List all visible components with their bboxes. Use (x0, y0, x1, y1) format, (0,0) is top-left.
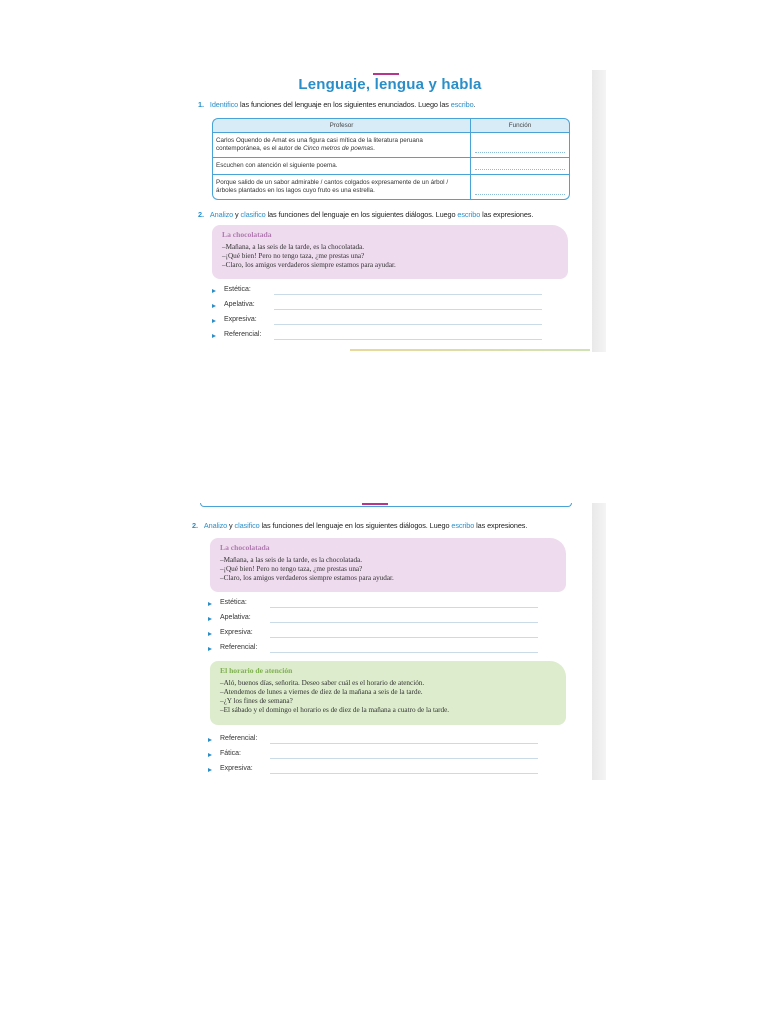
dialog-title: La chocolatada (222, 230, 272, 239)
answer-row-referencial: Referencial: (212, 331, 532, 346)
answer-row-expresiva: Expresiva: (212, 316, 532, 331)
answer-line[interactable] (270, 652, 538, 653)
answer-line[interactable] (270, 637, 538, 638)
dialog-line: –¡Qué bien! Pero no tengo taza, ¿me prestas una? (220, 565, 363, 573)
bullet-icon (208, 617, 212, 621)
dialog-horario-atencion (210, 661, 566, 725)
answer-row-estetica: Estética: (208, 599, 528, 614)
answer-row-expresiva: Expresiva: (208, 765, 528, 780)
answer-cell[interactable] (470, 133, 570, 158)
answer-line[interactable] (270, 607, 538, 608)
bullet-icon (208, 753, 212, 757)
table-row: Carlos Oquendo de Amat es una figura casi mítica de la literatura peruana contemporánea, es el autor de Cinco metros de poemas. (212, 133, 570, 158)
dialog-line: –Claro, los amigos verdaderos siempre estamos para ayudar. (222, 261, 396, 269)
title-accent-mark (373, 73, 399, 75)
divider (350, 349, 590, 351)
answer-line[interactable] (274, 309, 542, 310)
answer-row-referencial: Referencial: (208, 735, 528, 750)
scan-page-top (190, 70, 606, 352)
bullet-icon (208, 632, 212, 636)
instruction-2: 2. Analizo y clasifico las funciones del lenguaje en los siguientes diálogos. Luego escribo las expresiones. (192, 521, 528, 530)
bullet-icon (208, 738, 212, 742)
answer-line[interactable] (270, 622, 538, 623)
table-header-funcion: Función (470, 118, 570, 133)
table-row: Porque salido de un sabor admirable / cantos colgados expresamente de un árbol / árboles plantados en los lagos cuyo fruto es una estrella. (212, 175, 570, 200)
dialog-title: La chocolatada (220, 543, 270, 552)
answer-line[interactable] (274, 324, 542, 325)
answer-row-estetica: Estética: (212, 286, 532, 301)
table-header-profesor: Profesor (212, 118, 470, 133)
bullet-icon (212, 319, 216, 323)
page-title: Lenguaje, lengua y habla (298, 76, 482, 93)
bullet-icon (208, 768, 212, 772)
bullet-icon (212, 289, 216, 293)
dialog-chocolatada (210, 538, 566, 592)
instruction-2: 2. Analizo y clasifico las funciones del lenguaje en los siguientes diálogos. Luego escribo las expresiones. (198, 210, 534, 219)
answer-row-fatica: Fática: (208, 750, 528, 765)
answer-line[interactable] (274, 294, 542, 295)
answer-row-expresiva: Expresiva: (208, 629, 528, 644)
answer-row-apelativa: Apelativa: (212, 301, 532, 316)
bullet-icon (208, 602, 212, 606)
bullet-icon (212, 304, 216, 308)
dialog-line: –Mañana, a las seis de la tarde, es la chocolatada. (220, 556, 363, 564)
bullet-icon (208, 647, 212, 651)
answer-list-2 (208, 735, 528, 780)
answer-row-apelativa: Apelativa: (208, 614, 528, 629)
answer-cell[interactable] (470, 158, 570, 175)
bullet-icon (212, 334, 216, 338)
scan-page-bottom (190, 503, 606, 780)
answer-list-1 (208, 599, 528, 659)
page-edge (592, 503, 606, 780)
dialog-line: –Mañana, a las seis de la tarde, es la chocolatada. (222, 243, 365, 251)
page-edge (592, 70, 606, 352)
answer-line[interactable] (270, 773, 538, 774)
dialog-line: –Aló, buenos días, señorita. Deseo saber cuál es el horario de atención. (220, 679, 425, 687)
answer-line[interactable] (270, 743, 538, 744)
answer-row-referencial: Referencial: (208, 644, 528, 659)
dialog-line: –Claro, los amigos verdaderos siempre estamos para ayudar. (220, 574, 394, 582)
dialog-line: –Atendemos de lunes a viernes de diez de la mañana a seis de la tarde. (220, 688, 423, 696)
dialog-title: El horario de atención (220, 666, 293, 675)
functions-table (212, 118, 570, 200)
answer-line[interactable] (270, 758, 538, 759)
answer-cell[interactable] (470, 175, 570, 200)
table-row: Escuchen con atención el siguiente poema. (212, 158, 570, 175)
dialog-line: –¡Qué bien! Pero no tengo taza, ¿me prestas una? (222, 252, 365, 260)
dialog-chocolatada (212, 225, 568, 279)
instruction-1: 1. Identifico las funciones del lenguaje en los siguientes enunciados. Luego las escribo. (198, 100, 476, 109)
dialog-line: –El sábado y el domingo el horario es de diez de la mañana a cuatro de la tarde. (220, 706, 450, 714)
answer-line[interactable] (274, 339, 542, 340)
cropped-highlight (362, 503, 388, 505)
dialog-line: –¿Y los fines de semana? (220, 697, 293, 705)
answer-list-1 (212, 286, 532, 346)
